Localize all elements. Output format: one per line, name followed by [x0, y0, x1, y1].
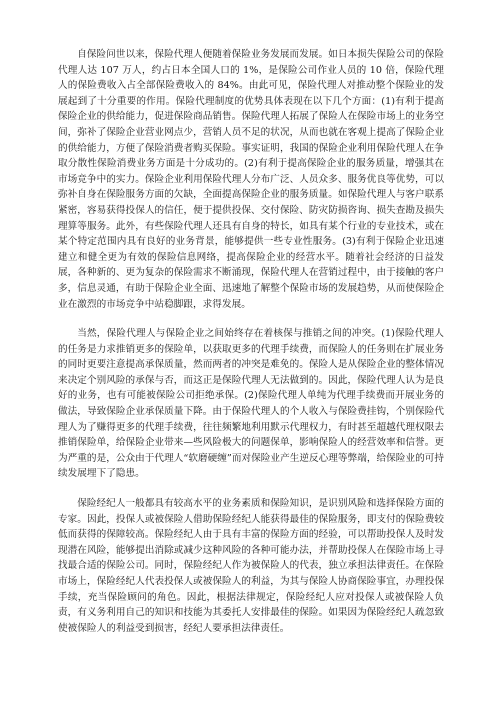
paragraph-broker-role: 保险经纪人一般都具有较高水平的业务素质和保险知识，是识别风险和选择保险方面的专家。因此，投保人或被保险人借助保险经纪人能获得最佳的保险服务，即支付的保险费较低而获得的保障较高。保险经纪人由于具有丰富的保险方面的经验，可以帮助投保人及时发现潜在风险，能够提出消除或减少这种风险的各种可能办法，并帮助投保人在保险市场上寻找最合适的保险公司。同时，保险经纪人作为被保险人的代表，独立承担法律责任。在保险市场上，保险经纪人代表投保人或被保险人的利益，为其与保险人协商保险事宜，办理投保手续，充当保险顾问的角色。因此，根据法律规定，保险经纪人应对投保人或被保险人负责，有义务利用自己的知识和技能为其委托人安排最佳的保险。如果因为保险经纪人疏忽致使被保险人的利益受到损害，经纪人要承担法律责任。	[58, 498, 444, 634]
paragraph-agent-conflicts: 当然，保险代理人与保险企业之间始终存在着核保与推销之间的冲突。(1)保险代理人的任务是力求推销更多的保险单，以获取更多的代理手续费，而保险人的任务则在扩展业务的同时更要注意提高承保质量，然而两者的冲突是难免的。保险人是从保险企业的整体情况来决定个别风险的承保与否，而这正是保险代理人无法做到的。因此，保险代理人认为是良好的业务，也有可能被保险公司拒绝承保。(2)保险代理人单纯为代理手续费而开展业务的做法，导致保险企业承保质量下降。由于保险代理人的个人收入与保险费挂钩，个别保险代理人为了赚得更多的代理手续费，往往频繁地利用默示代理权力，有时甚至超越代理权限去推销保险单，给保险企业带来—些风险极大的问题保单，影响保险人的经营效率和信誉。更为严重的是，公众由于代理人“软磨硬缠”而对保险业产生逆反心理等弊端，给保险业的可持续发展埋下了隐患。	[58, 328, 445, 480]
paragraph-agent-advantages: 自保险问世以来，保险代理人便随着保险业务发展而发展。如日本损失保险公司的保险代理人达 107 万人，约占日本全国人口的 1%，是保险公司作业人员的 10 倍，保险代理人的保险费收入占全部保险费收入的 84%。由此可见，保险代理人对推动整个保险业的发展起到了十分重要的作用。保险代理制度的优势具体表现在以下几个方面：(1)有利于提高保险企业的供给能力，促进保险商品销售。保险代理人拓展了保险人在保险市场上的业务空间，弥补了保险企业营业网点少，营销人员不足的状况，从而也就在客观上提高了保险企业的供给能力，方便了保险消费者购买保险。事实证明，我国的保险企业利用保险代理人在争取分散性保险消费业务方面是十分成功的。(2)有利于提高保险企业的服务质量，增强其在市场竞争中的实力。保险企业利用保险代理人分布广泛、人员众多、服务优良等优势，可以弥补自身在保险服务方面的欠缺，全面提高保险企业的服务质量。如保险代理人与客户联系紧密，容易获得投保人的信任，便于提供投保、交付保险、防灾防损咨询、损失查勘及损失理算等服务。此外，有些保险代理人还具有自身的特长，如具有某个行业的专业技术，或在某个特定范围内具有良好的业务背景，能够提供一些专业性服务。(3)有利于保险企业迅速建立和健全更为有效的保险信息网络，提高保险企业的经营水平。随着社会经济的日益发展，各种新的、更为复杂的保险需求不断涌现，保险代理人在营销过程中，由于接触的客户多，信息灵通，有助于保险企业全面、迅速地了解整个保险市场的发展趋势，从而使保险企业在激烈的市场竞争中站稳脚跟，求得发展。	[58, 49, 444, 310]
document-page	[58, 47, 444, 636]
